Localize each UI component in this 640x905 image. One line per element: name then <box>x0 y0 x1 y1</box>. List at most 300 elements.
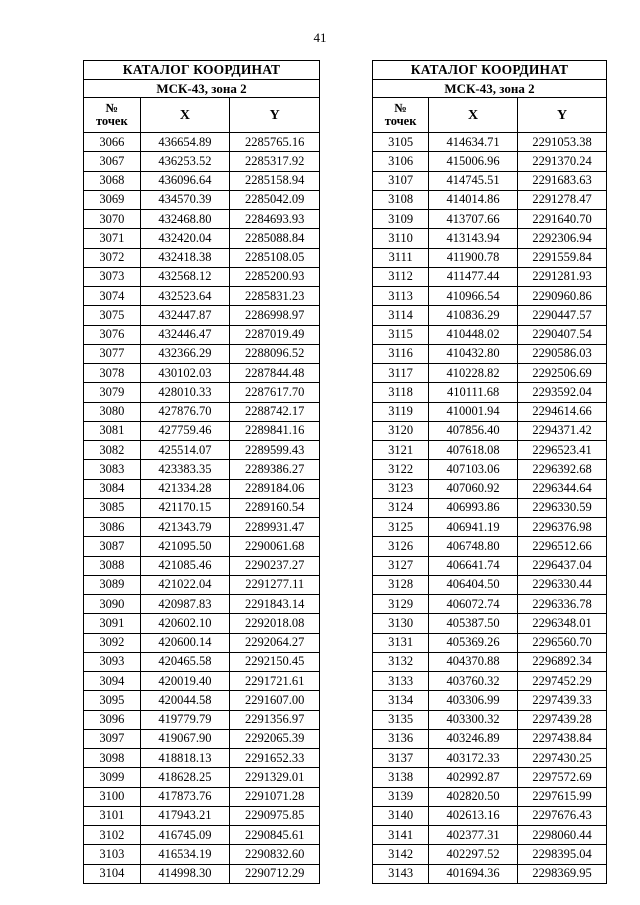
cell-point-number: 3096 <box>84 710 141 729</box>
cell-x: 421085.46 <box>140 556 230 575</box>
cell-point-number: 3140 <box>373 806 429 825</box>
cell-x: 418818.13 <box>140 749 230 768</box>
cell-y: 2290845.61 <box>230 826 320 845</box>
cell-x: 411477.44 <box>429 267 518 286</box>
column-header-point: № точек <box>84 98 141 133</box>
cell-x: 417943.21 <box>140 806 230 825</box>
cell-x: 427876.70 <box>140 402 230 421</box>
cell-x: 403172.33 <box>429 749 518 768</box>
table-row <box>84 287 320 306</box>
table-body <box>84 133 320 884</box>
cell-x: 405369.26 <box>429 633 518 652</box>
cell-x: 419779.79 <box>140 710 230 729</box>
cell-y: 2296560.70 <box>518 633 607 652</box>
table-row <box>84 672 320 691</box>
table-row <box>84 229 320 248</box>
cell-y: 2291278.47 <box>518 190 607 209</box>
cell-y: 2292065.39 <box>230 729 320 748</box>
table-row <box>373 787 607 806</box>
table-row <box>84 575 320 594</box>
cell-x: 402820.50 <box>429 787 518 806</box>
cell-y: 2289386.27 <box>230 460 320 479</box>
table-row <box>373 229 607 248</box>
table-row <box>373 383 607 402</box>
cell-x: 410836.29 <box>429 306 518 325</box>
table-row <box>84 383 320 402</box>
cell-x: 419067.90 <box>140 729 230 748</box>
cell-point-number: 3123 <box>373 479 429 498</box>
table-row <box>84 171 320 190</box>
cell-x: 425514.07 <box>140 441 230 460</box>
cell-y: 2291277.11 <box>230 575 320 594</box>
cell-point-number: 3072 <box>84 248 141 267</box>
table-row <box>84 441 320 460</box>
column-header-y: Y <box>230 98 320 133</box>
cell-x: 432568.12 <box>140 267 230 286</box>
cell-y: 2296437.04 <box>518 556 607 575</box>
cell-y: 2285765.16 <box>230 133 320 152</box>
cell-x: 404370.88 <box>429 652 518 671</box>
cell-x: 410966.54 <box>429 287 518 306</box>
cell-x: 411900.78 <box>429 248 518 267</box>
cell-point-number: 3120 <box>373 421 429 440</box>
cell-x: 436096.64 <box>140 171 230 190</box>
cell-x: 434570.39 <box>140 190 230 209</box>
cell-x: 401694.36 <box>429 864 518 883</box>
cell-y: 2289841.16 <box>230 421 320 440</box>
table-row <box>373 633 607 652</box>
cell-x: 432468.80 <box>140 210 230 229</box>
cell-point-number: 3115 <box>373 325 429 344</box>
cell-y: 2297430.25 <box>518 749 607 768</box>
cell-y: 2285831.23 <box>230 287 320 306</box>
cell-point-number: 3076 <box>84 325 141 344</box>
table-body <box>373 133 607 884</box>
cell-point-number: 3114 <box>373 306 429 325</box>
cell-point-number: 3141 <box>373 826 429 845</box>
cell-point-number: 3143 <box>373 864 429 883</box>
cell-y: 2297438.84 <box>518 729 607 748</box>
cell-point-number: 3080 <box>84 402 141 421</box>
cell-y: 2290975.85 <box>230 806 320 825</box>
cell-y: 2284693.93 <box>230 210 320 229</box>
cell-y: 2289599.43 <box>230 441 320 460</box>
cell-point-number: 3070 <box>84 210 141 229</box>
cell-y: 2292150.45 <box>230 652 320 671</box>
cell-x: 430102.03 <box>140 364 230 383</box>
cell-y: 2285200.93 <box>230 267 320 286</box>
cell-x: 403300.32 <box>429 710 518 729</box>
cell-y: 2297572.69 <box>518 768 607 787</box>
cell-point-number: 3101 <box>84 806 141 825</box>
cell-x: 432420.04 <box>140 229 230 248</box>
cell-point-number: 3109 <box>373 210 429 229</box>
cell-y: 2297439.28 <box>518 710 607 729</box>
cell-x: 421095.50 <box>140 537 230 556</box>
cell-point-number: 3093 <box>84 652 141 671</box>
cell-y: 2285108.05 <box>230 248 320 267</box>
table-row <box>373 575 607 594</box>
cell-point-number: 3086 <box>84 518 141 537</box>
table-row <box>373 248 607 267</box>
cell-y: 2290407.54 <box>518 325 607 344</box>
table-row <box>373 749 607 768</box>
table-row <box>373 460 607 479</box>
cell-x: 421343.79 <box>140 518 230 537</box>
cell-point-number: 3132 <box>373 652 429 671</box>
cell-x: 410111.68 <box>429 383 518 402</box>
cell-x: 407618.08 <box>429 441 518 460</box>
cell-point-number: 3100 <box>84 787 141 806</box>
table-row <box>84 421 320 440</box>
cell-x: 410432.80 <box>429 344 518 363</box>
table-row <box>373 190 607 209</box>
cell-x: 436253.52 <box>140 152 230 171</box>
table-row <box>84 210 320 229</box>
cell-y: 2287844.48 <box>230 364 320 383</box>
cell-y: 2291607.00 <box>230 691 320 710</box>
cell-x: 421022.04 <box>140 575 230 594</box>
cell-x: 432523.64 <box>140 287 230 306</box>
cell-x: 432446.47 <box>140 325 230 344</box>
table-row <box>84 267 320 286</box>
cell-y: 2288742.17 <box>230 402 320 421</box>
cell-x: 415006.96 <box>429 152 518 171</box>
cell-y: 2291370.24 <box>518 152 607 171</box>
cell-x: 402992.87 <box>429 768 518 787</box>
column-header-x: X <box>429 98 518 133</box>
cell-point-number: 3088 <box>84 556 141 575</box>
cell-y: 2292306.94 <box>518 229 607 248</box>
table-row <box>373 826 607 845</box>
cell-point-number: 3075 <box>84 306 141 325</box>
cell-point-number: 3085 <box>84 498 141 517</box>
cell-point-number: 3133 <box>373 672 429 691</box>
table-row <box>373 652 607 671</box>
cell-x: 403760.32 <box>429 672 518 691</box>
table-title: КАТАЛОГ КООРДИНАТ <box>373 61 607 80</box>
table-row <box>84 768 320 787</box>
table-row <box>84 633 320 652</box>
cell-point-number: 3127 <box>373 556 429 575</box>
cell-x: 402297.52 <box>429 845 518 864</box>
table-zone: МСК-43, зона 2 <box>373 80 607 98</box>
cell-y: 2287019.49 <box>230 325 320 344</box>
table-row <box>373 171 607 190</box>
cell-point-number: 3090 <box>84 595 141 614</box>
table-row <box>373 691 607 710</box>
cell-x: 402377.31 <box>429 826 518 845</box>
cell-y: 2297439.33 <box>518 691 607 710</box>
cell-point-number: 3108 <box>373 190 429 209</box>
cell-x: 414634.71 <box>429 133 518 152</box>
cell-point-number: 3066 <box>84 133 141 152</box>
table-row <box>373 845 607 864</box>
cell-x: 414998.30 <box>140 864 230 883</box>
table-row <box>84 749 320 768</box>
cell-point-number: 3098 <box>84 749 141 768</box>
cell-y: 2298060.44 <box>518 826 607 845</box>
column-header-y: Y <box>518 98 607 133</box>
table-row <box>373 518 607 537</box>
cell-y: 2291683.63 <box>518 171 607 190</box>
table-row <box>84 652 320 671</box>
table-row <box>373 806 607 825</box>
cell-y: 2296892.34 <box>518 652 607 671</box>
cell-point-number: 3119 <box>373 402 429 421</box>
cell-y: 2290712.29 <box>230 864 320 883</box>
cell-y: 2285317.92 <box>230 152 320 171</box>
cell-y: 2296348.01 <box>518 614 607 633</box>
table-row <box>373 710 607 729</box>
table-row <box>373 152 607 171</box>
table-row <box>373 768 607 787</box>
cell-y: 2296330.44 <box>518 575 607 594</box>
cell-y: 2296523.41 <box>518 441 607 460</box>
cell-point-number: 3095 <box>84 691 141 710</box>
table-row <box>84 787 320 806</box>
cell-y: 2287617.70 <box>230 383 320 402</box>
table-row <box>373 864 607 883</box>
table-row <box>84 826 320 845</box>
table-row <box>84 710 320 729</box>
table-row <box>373 133 607 152</box>
cell-y: 2291071.28 <box>230 787 320 806</box>
cell-point-number: 3067 <box>84 152 141 171</box>
cell-y: 2297676.43 <box>518 806 607 825</box>
cell-x: 410448.02 <box>429 325 518 344</box>
cell-y: 2296512.66 <box>518 537 607 556</box>
cell-x: 420044.58 <box>140 691 230 710</box>
column-header-x: X <box>140 98 230 133</box>
cell-x: 414014.86 <box>429 190 518 209</box>
cell-point-number: 3105 <box>373 133 429 152</box>
cell-point-number: 3139 <box>373 787 429 806</box>
cell-point-number: 3091 <box>84 614 141 633</box>
cell-y: 2296392.68 <box>518 460 607 479</box>
cell-x: 432418.38 <box>140 248 230 267</box>
cell-x: 407060.92 <box>429 479 518 498</box>
table-row <box>373 306 607 325</box>
table-row <box>373 421 607 440</box>
cell-y: 2294371.42 <box>518 421 607 440</box>
table-row <box>84 325 320 344</box>
cell-y: 2298369.95 <box>518 864 607 883</box>
cell-point-number: 3082 <box>84 441 141 460</box>
cell-point-number: 3106 <box>373 152 429 171</box>
cell-point-number: 3087 <box>84 537 141 556</box>
table-zone: МСК-43, зона 2 <box>84 80 320 98</box>
cell-y: 2296330.59 <box>518 498 607 517</box>
cell-x: 407103.06 <box>429 460 518 479</box>
cell-y: 2290237.27 <box>230 556 320 575</box>
cell-point-number: 3131 <box>373 633 429 652</box>
cell-point-number: 3069 <box>84 190 141 209</box>
cell-y: 2290832.60 <box>230 845 320 864</box>
table-row <box>84 479 320 498</box>
table-row <box>373 210 607 229</box>
cell-point-number: 3102 <box>84 826 141 845</box>
cell-y: 2291843.14 <box>230 595 320 614</box>
cell-y: 2289184.06 <box>230 479 320 498</box>
column-header-point: № точек <box>373 98 429 133</box>
table-row <box>373 614 607 633</box>
table-row <box>84 806 320 825</box>
cell-y: 2291356.97 <box>230 710 320 729</box>
cell-point-number: 3099 <box>84 768 141 787</box>
cell-y: 2289931.47 <box>230 518 320 537</box>
cell-point-number: 3081 <box>84 421 141 440</box>
cell-y: 2290447.57 <box>518 306 607 325</box>
table-row <box>84 537 320 556</box>
cell-y: 2290061.68 <box>230 537 320 556</box>
table-row <box>84 556 320 575</box>
cell-point-number: 3077 <box>84 344 141 363</box>
cell-x: 406404.50 <box>429 575 518 594</box>
cell-point-number: 3112 <box>373 267 429 286</box>
table-row <box>84 595 320 614</box>
cell-x: 414745.51 <box>429 171 518 190</box>
cell-y: 2289160.54 <box>230 498 320 517</box>
cell-x: 432447.87 <box>140 306 230 325</box>
cell-point-number: 3130 <box>373 614 429 633</box>
cell-y: 2285158.94 <box>230 171 320 190</box>
cell-y: 2285088.84 <box>230 229 320 248</box>
cell-y: 2291053.38 <box>518 133 607 152</box>
cell-point-number: 3074 <box>84 287 141 306</box>
table-row <box>373 595 607 614</box>
cell-x: 420465.58 <box>140 652 230 671</box>
coordinate-table-left <box>83 60 320 884</box>
cell-y: 2293592.04 <box>518 383 607 402</box>
cell-x: 421170.15 <box>140 498 230 517</box>
table-row <box>373 556 607 575</box>
cell-x: 420600.14 <box>140 633 230 652</box>
table-row <box>373 402 607 421</box>
table-row <box>84 190 320 209</box>
cell-point-number: 3129 <box>373 595 429 614</box>
table-row <box>84 498 320 517</box>
cell-point-number: 3121 <box>373 441 429 460</box>
table-row <box>84 402 320 421</box>
table-row <box>373 287 607 306</box>
cell-point-number: 3142 <box>373 845 429 864</box>
cell-x: 410001.94 <box>429 402 518 421</box>
cell-x: 420602.10 <box>140 614 230 633</box>
cell-point-number: 3113 <box>373 287 429 306</box>
table-row <box>373 344 607 363</box>
table-row <box>373 267 607 286</box>
cell-x: 403306.99 <box>429 691 518 710</box>
cell-x: 413707.66 <box>429 210 518 229</box>
cell-y: 2294614.66 <box>518 402 607 421</box>
cell-x: 406993.86 <box>429 498 518 517</box>
cell-y: 2297615.99 <box>518 787 607 806</box>
cell-x: 427759.46 <box>140 421 230 440</box>
cell-point-number: 3104 <box>84 864 141 883</box>
cell-x: 418628.25 <box>140 768 230 787</box>
table-row <box>84 691 320 710</box>
table-row <box>84 306 320 325</box>
cell-point-number: 3079 <box>84 383 141 402</box>
table-row <box>373 441 607 460</box>
cell-x: 428010.33 <box>140 383 230 402</box>
cell-point-number: 3118 <box>373 383 429 402</box>
cell-point-number: 3068 <box>84 171 141 190</box>
cell-point-number: 3089 <box>84 575 141 594</box>
cell-point-number: 3137 <box>373 749 429 768</box>
cell-y: 2285042.09 <box>230 190 320 209</box>
cell-y: 2292018.08 <box>230 614 320 633</box>
cell-x: 406748.80 <box>429 537 518 556</box>
cell-point-number: 3078 <box>84 364 141 383</box>
cell-x: 402613.16 <box>429 806 518 825</box>
cell-x: 420019.40 <box>140 672 230 691</box>
table-row <box>84 133 320 152</box>
table-row <box>84 614 320 633</box>
table-row <box>373 537 607 556</box>
cell-y: 2296344.64 <box>518 479 607 498</box>
cell-point-number: 3092 <box>84 633 141 652</box>
cell-point-number: 3134 <box>373 691 429 710</box>
cell-point-number: 3071 <box>84 229 141 248</box>
table-row <box>84 518 320 537</box>
cell-y: 2296336.78 <box>518 595 607 614</box>
cell-point-number: 3116 <box>373 344 429 363</box>
cell-point-number: 3135 <box>373 710 429 729</box>
cell-y: 2298395.04 <box>518 845 607 864</box>
table-row <box>84 152 320 171</box>
cell-y: 2292506.69 <box>518 364 607 383</box>
cell-x: 410228.82 <box>429 364 518 383</box>
cell-point-number: 3083 <box>84 460 141 479</box>
cell-point-number: 3138 <box>373 768 429 787</box>
table-row <box>84 729 320 748</box>
cell-x: 423383.35 <box>140 460 230 479</box>
cell-point-number: 3125 <box>373 518 429 537</box>
cell-x: 413143.94 <box>429 229 518 248</box>
cell-point-number: 3103 <box>84 845 141 864</box>
table-row <box>84 248 320 267</box>
cell-y: 2291721.61 <box>230 672 320 691</box>
table-row <box>373 364 607 383</box>
cell-y: 2288096.52 <box>230 344 320 363</box>
table-title: КАТАЛОГ КООРДИНАТ <box>84 61 320 80</box>
page-number: 41 <box>313 30 327 45</box>
cell-y: 2292064.27 <box>230 633 320 652</box>
cell-y: 2291652.33 <box>230 749 320 768</box>
cell-point-number: 3107 <box>373 171 429 190</box>
cell-x: 406072.74 <box>429 595 518 614</box>
table-row <box>373 325 607 344</box>
cell-point-number: 3126 <box>373 537 429 556</box>
cell-y: 2291329.01 <box>230 768 320 787</box>
cell-point-number: 3117 <box>373 364 429 383</box>
cell-x: 416745.09 <box>140 826 230 845</box>
cell-x: 406941.19 <box>429 518 518 537</box>
table-row <box>84 460 320 479</box>
cell-x: 420987.83 <box>140 595 230 614</box>
cell-y: 2286998.97 <box>230 306 320 325</box>
cell-point-number: 3111 <box>373 248 429 267</box>
cell-point-number: 3073 <box>84 267 141 286</box>
table-row <box>84 344 320 363</box>
cell-y: 2291640.70 <box>518 210 607 229</box>
cell-x: 416534.19 <box>140 845 230 864</box>
cell-x: 432366.29 <box>140 344 230 363</box>
table-row <box>373 729 607 748</box>
cell-point-number: 3110 <box>373 229 429 248</box>
